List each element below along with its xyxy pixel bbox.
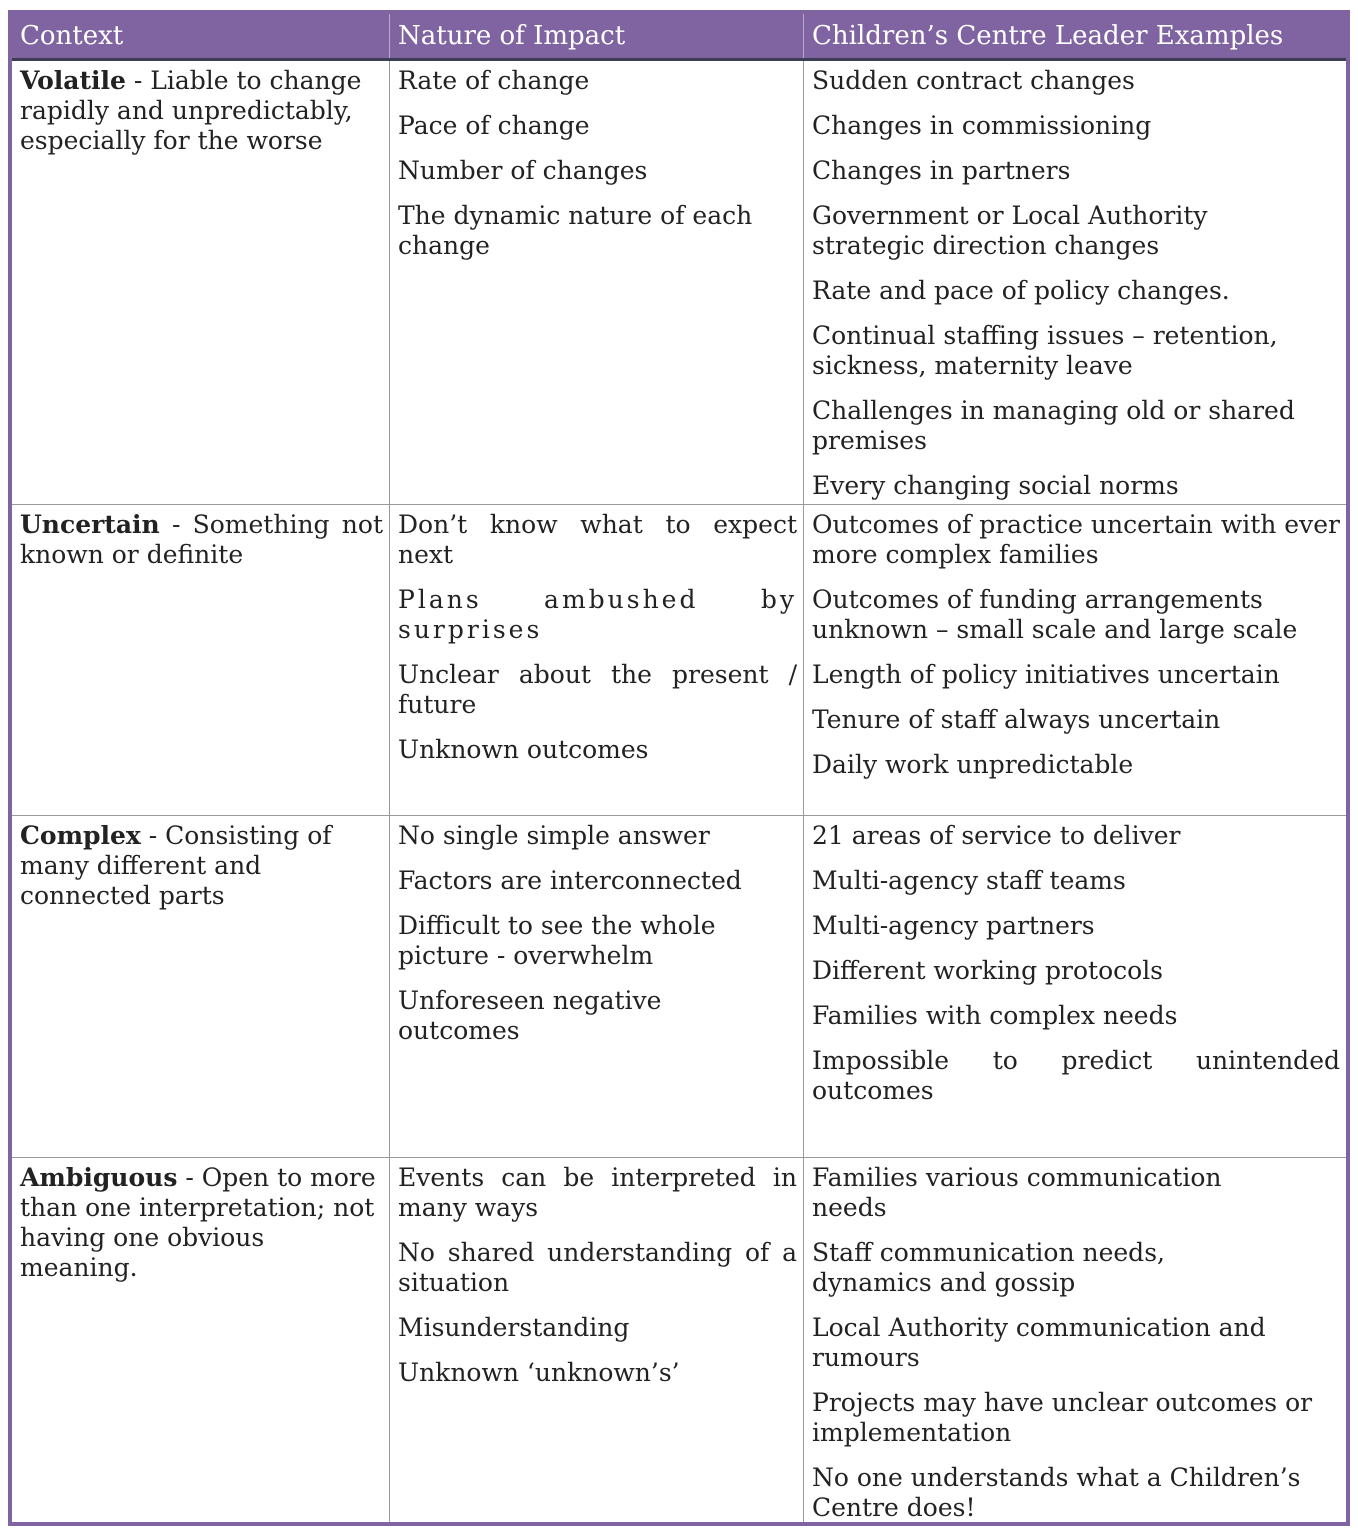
context-term: Uncertain bbox=[20, 510, 160, 539]
impact-item: Rate of change bbox=[398, 66, 590, 95]
example-item: 21 areas of service to deliver bbox=[812, 821, 1181, 850]
impact-cell bbox=[390, 61, 804, 504]
context-term: Volatile bbox=[20, 66, 126, 95]
context-definition: - Liable to change rapidly and unpredictably, especially for the worse bbox=[20, 66, 362, 155]
example-item: Sudden contract changes bbox=[812, 66, 1135, 95]
context-term: Complex bbox=[20, 821, 141, 850]
impact-cell bbox=[390, 505, 804, 815]
impact-item: Plans ambushed by surprises bbox=[398, 585, 797, 644]
example-item: Projects may have unclear outcomes or implementation bbox=[812, 1388, 1313, 1447]
header-examples: Children’s Centre Leader Examples bbox=[812, 21, 1284, 51]
impact-item: Unclear about the present / future bbox=[398, 660, 797, 719]
examples-cell bbox=[804, 1158, 1346, 1522]
example-item: Multi-agency staff teams bbox=[812, 866, 1126, 895]
impact-item: Events can be interpreted in many ways bbox=[398, 1163, 797, 1222]
context-definition: - Something not known or definite bbox=[20, 510, 383, 569]
context-definition: - Open to more than one interpretation; not having one obvious meaning. bbox=[20, 1163, 376, 1282]
vuca-table bbox=[8, 10, 1350, 1526]
example-item: Changes in commissioning bbox=[812, 111, 1152, 140]
table-row-ambiguous bbox=[12, 1157, 1346, 1522]
example-item: Multi-agency partners bbox=[812, 911, 1095, 940]
example-item: Daily work unpredictable bbox=[812, 750, 1134, 779]
example-item: Government or Local Authority strategic direction changes bbox=[812, 201, 1208, 260]
context-definition: - Consisting of many different and connected parts bbox=[20, 821, 332, 910]
example-item: No one understands what a Children’s Centre does! bbox=[812, 1463, 1301, 1522]
impact-item: Unknown ‘unknown’s’ bbox=[398, 1358, 680, 1387]
table-row-complex bbox=[12, 815, 1346, 1157]
impact-item: No single simple answer bbox=[398, 821, 710, 850]
example-item: Local Authority communication and rumours bbox=[812, 1313, 1266, 1372]
example-item: Challenges in managing old or shared premises bbox=[812, 396, 1295, 455]
impact-item: The dynamic nature of each change bbox=[398, 201, 753, 260]
impact-item: No shared understanding of a situation bbox=[398, 1238, 797, 1297]
impact-item: Unforeseen negative outcomes bbox=[398, 986, 662, 1045]
impact-cell bbox=[390, 816, 804, 1157]
example-item: Outcomes of funding arrangements unknown – small scale and large scale bbox=[812, 585, 1298, 644]
impact-item: Difficult to see the whole picture - overwhelm bbox=[398, 911, 716, 970]
example-item: Length of policy initiatives uncertain bbox=[812, 660, 1280, 689]
examples-cell bbox=[804, 505, 1346, 815]
example-item: Staff communication needs, dynamics and gossip bbox=[812, 1238, 1165, 1297]
context-cell bbox=[12, 61, 390, 504]
context-cell bbox=[12, 1158, 390, 1522]
examples-cell bbox=[804, 816, 1346, 1157]
example-item: Impossible to predict unintended outcomes bbox=[812, 1046, 1340, 1105]
impact-item: Pace of change bbox=[398, 111, 590, 140]
example-item: Tenure of staff always uncertain bbox=[812, 705, 1221, 734]
example-item: Changes in partners bbox=[812, 156, 1071, 185]
examples-cell bbox=[804, 61, 1346, 504]
example-item: Different working protocols bbox=[812, 956, 1164, 985]
table-row-volatile bbox=[12, 61, 1346, 504]
impact-item: Misunderstanding bbox=[398, 1313, 630, 1342]
impact-item: Number of changes bbox=[398, 156, 648, 185]
impact-item: Factors are interconnected bbox=[398, 866, 742, 895]
example-item: Continual staffing issues – retention, sickness, maternity leave bbox=[812, 321, 1278, 380]
header-context: Context bbox=[12, 14, 390, 58]
impact-item: Don’t know what to expect next bbox=[398, 510, 797, 569]
example-item: Families various communication needs bbox=[812, 1163, 1222, 1222]
table-row-uncertain bbox=[12, 504, 1346, 815]
example-item: Every changing social norms bbox=[812, 471, 1179, 500]
context-term: Ambiguous bbox=[20, 1163, 178, 1192]
context-cell bbox=[12, 505, 390, 815]
context-cell bbox=[12, 816, 390, 1157]
example-item: Outcomes of practice uncertain with ever more complex families bbox=[812, 510, 1340, 569]
example-item: Rate and pace of policy changes. bbox=[812, 276, 1230, 305]
header-nature-of-impact: Nature of Impact bbox=[390, 14, 804, 58]
table-header bbox=[12, 14, 1346, 61]
impact-item: Unknown outcomes bbox=[398, 735, 649, 764]
example-item: Families with complex needs bbox=[812, 1001, 1178, 1030]
impact-cell bbox=[390, 1158, 804, 1522]
